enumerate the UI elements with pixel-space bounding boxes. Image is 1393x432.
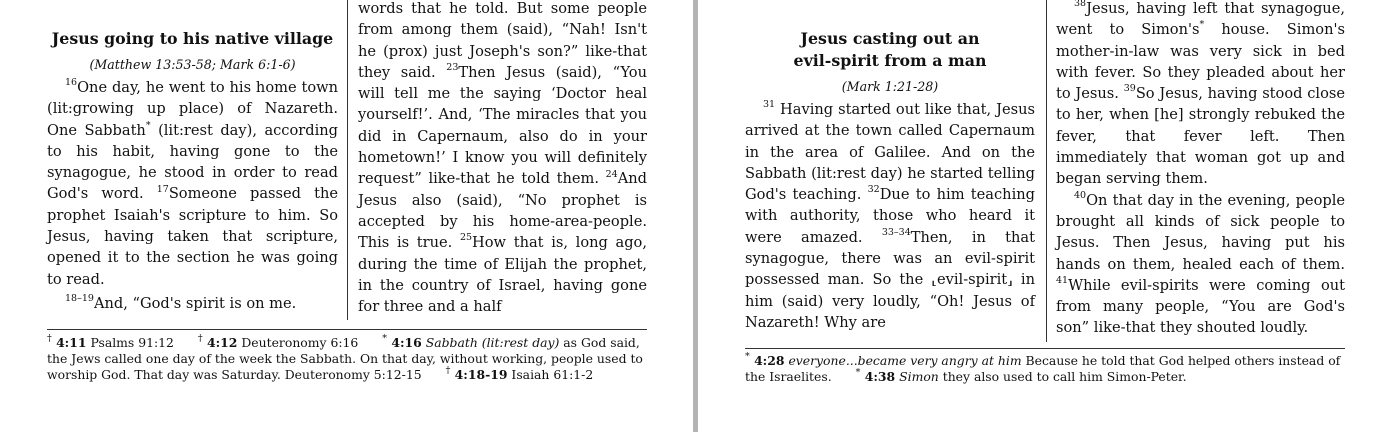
verse-marker: 40: [1074, 189, 1087, 201]
cross-reference: (Mark 1:21-28): [841, 79, 939, 94]
footnote-ref: 4:18-19: [450, 367, 508, 382]
verse-marker: *: [145, 119, 151, 131]
text-run: Because he told that God helped others instead of the Israelites.: [745, 353, 1341, 384]
section-heading: [745, 28, 1035, 72]
verse-marker: 17: [156, 183, 169, 195]
paragraph: [1056, 0, 1345, 190]
text-run: Psalms 91:12: [86, 335, 174, 350]
verse-marker: *: [1199, 19, 1205, 31]
verse-marker: †: [445, 364, 451, 376]
text-run: (lit:rest day), according to his habit, having gone to the synagogue, he stood in order to read God's word.: [47, 121, 338, 203]
paragraph: [47, 293, 338, 314]
right-page: [698, 0, 1393, 432]
verse-marker: †: [197, 332, 203, 344]
left-page: [0, 0, 693, 432]
text-run: And, “God's spirit is on me.: [93, 294, 297, 312]
text-run: Then, in that synagogue, there was an evil-spirit possessed man. So the ⸤evil-spirit⸥ in him (said) very loudly, “Oh! Jesus of Nazareth! Why are: [745, 228, 1035, 331]
footnote-ref: 4:16: [387, 335, 422, 350]
section-heading: Jesus going to his native village: [51, 29, 334, 48]
column-rule: [347, 0, 348, 320]
text-run: they also used to call him Simon-Peter.: [938, 369, 1187, 384]
verse-marker: 32: [867, 184, 880, 196]
verse-marker: 31: [763, 99, 776, 111]
left-column-2: [358, 0, 647, 317]
text-run: Isaiah 61:1-2: [507, 367, 594, 382]
footnote-ref: 4:11: [51, 335, 87, 350]
emphasis-text: Simon: [895, 369, 939, 384]
verse-marker: 18–19: [65, 293, 94, 305]
verse-marker: *: [382, 332, 388, 344]
text-run: as God said, the Jews called one day of the week the Sabbath. On that day, without working, people used to worship God. That day was Saturday. Deuteronomy 5:12-15: [47, 335, 643, 382]
verse-marker: 16: [65, 77, 78, 89]
text-run: One day, he went to his home town (lit:growing up place) of Nazareth. One Sabbath: [47, 79, 338, 139]
verse-marker: 23: [446, 62, 459, 74]
verse-marker: 33–34: [881, 226, 911, 238]
heading-line: Jesus casting out an: [800, 29, 980, 48]
verse-marker: 38: [1074, 0, 1087, 10]
verse-marker: 25: [459, 232, 473, 244]
footnote: [445, 364, 594, 382]
footnote: [197, 332, 359, 350]
text-run: house. Simon's mother-in-law was very sick in bed with fever. So they pleaded about her to Jesus.: [1056, 21, 1345, 103]
right-column-2: [1056, 0, 1345, 339]
text-run: Someone passed the prophet Isaiah's scripture to him. So Jesus, having taken that scripture, opened it to the section he was going to read.: [47, 185, 338, 288]
text-run: While evil-spirits were coming out from many people, “You are God's son” like-that they shouted loudly.: [1056, 276, 1345, 337]
text-run: And Jesus also (said), “No prophet is accepted by his home-area-people. This is true.: [358, 170, 647, 252]
verse-marker: 39: [1123, 83, 1136, 95]
footnote: [855, 366, 1187, 384]
verse-marker: 24: [605, 168, 618, 180]
text-run: words that he told. But some people from among them (said), “Nah! Isn't he (prox) just Joseph's son?” like-that they said.: [358, 0, 647, 81]
verse-marker: *: [855, 366, 861, 378]
text-run: Deuteronomy 6:16: [237, 335, 359, 350]
footnote-rule: [745, 348, 1345, 349]
paragraph: [1056, 190, 1345, 339]
text-run: Due to him teaching with authority, those who heard it were amazed.: [745, 186, 1035, 246]
text-run: How that is, long ago, during the time of Elijah the prophet, in the country of Israel, having gone for three and a half: [358, 234, 647, 316]
footnotes: [47, 332, 647, 383]
footnote-ref: 4:38: [860, 369, 896, 384]
text-run: Jesus, having left that synagogue, went to Simon's: [1056, 0, 1345, 39]
verse-marker: *: [745, 350, 750, 362]
right-column-1: [745, 0, 1035, 333]
footnote: [47, 332, 174, 350]
text-run: On that day in the evening, people brought all kinds of sick people to Jesus. Then Jesus, having put his hands on them, healed each of them.: [1056, 191, 1345, 273]
paragraph: [745, 99, 1035, 333]
text-run: Then Jesus (said), “You will tell me the saying ‘Doctor heal yourself!’. And, ‘The miracles that you did in Capernaum, also do in your hometown!’ I know you will definitely request” like-that he told them.: [358, 63, 647, 188]
footnote-ref: 4:28: [749, 353, 785, 368]
left-column-1: [47, 0, 338, 314]
column-rule: [1046, 0, 1047, 342]
verse-marker: 41: [1056, 275, 1069, 286]
paragraph: [358, 0, 647, 317]
cross-reference: (Matthew 13:53-58; Mark 6:1-6): [89, 57, 296, 72]
footnote-ref: 4:12: [202, 335, 238, 350]
emphasis-text: everyone...became very angry at him: [784, 353, 1022, 368]
footnotes: [745, 350, 1345, 385]
text-run: Having started out like that, Jesus arrived at the town called Capernaum in the area of Galilee. And on the Sabbath (lit:rest day) he started telling God's teaching.: [745, 101, 1035, 204]
paragraph: [47, 77, 338, 290]
text-run: So Jesus, having stood close to her, when [he] strongly rebuked the fever, that fever left. Then immediately that woman got up and began serving them.: [1056, 85, 1345, 188]
emphasis-text: Sabbath (lit:rest day): [421, 335, 560, 350]
footnote-rule: [47, 329, 647, 330]
heading-line: evil-spirit from a man: [793, 51, 987, 70]
verse-marker: †: [47, 332, 52, 344]
